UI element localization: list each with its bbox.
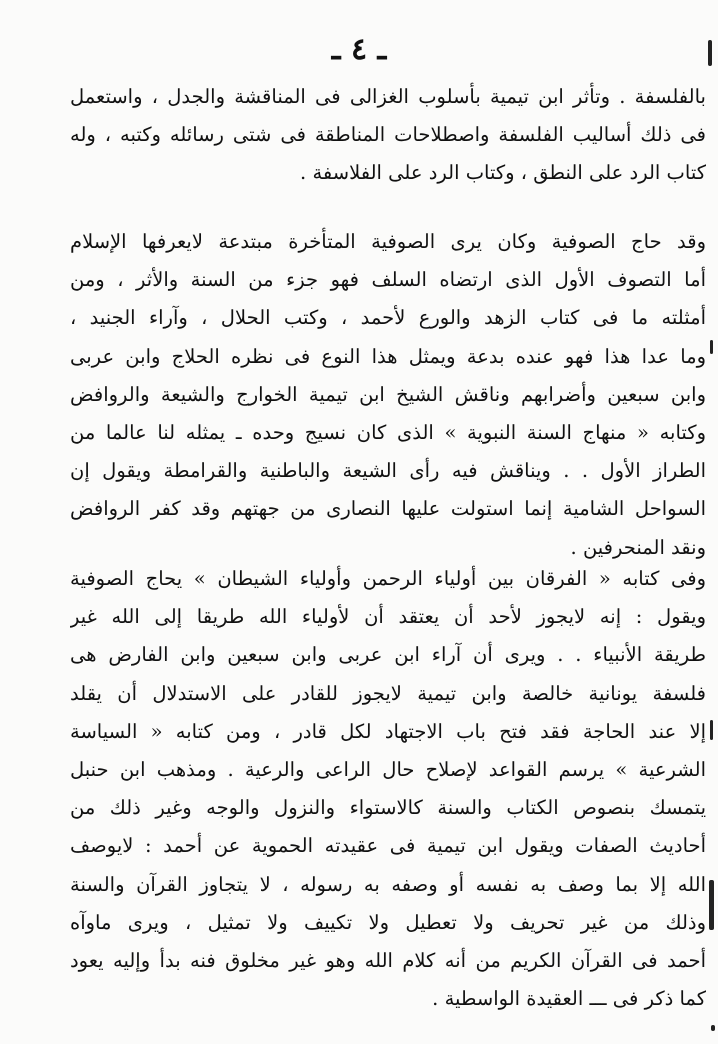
page-number: ـ ٤ ـ — [331, 32, 387, 67]
text-line: وما عدا هذا فهو عنده بدعة ويمثل هذا النوع فى نظره الحلاج وابن عربى — [70, 344, 706, 368]
paragraph-3 — [70, 560, 706, 1018]
scan-edge-mark — [708, 40, 712, 66]
text-line: الله إلا بما وصف به نفسه أو وصفه به رسوله ، لا يتجاوز القرآن والسنة — [70, 872, 706, 896]
text-line: وذلك من غير تحريف ولا تعطيل ولا تكييف ولا تمثيل ، ويرى ماوآه — [70, 910, 706, 934]
text-line: كتاب الرد على النطق ، وكتاب الرد على الفلاسفة . — [300, 161, 706, 185]
text-line: فلسفة يونانية خالصة وابن تيمية لايجوز للقادر على الاستدلال أن يقلد — [70, 681, 706, 705]
text-line: وابن سبعين وأضرابهم وناقش الشيخ ابن تيمية الخوارج والشيعة والروافض — [70, 382, 706, 406]
scan-edge-mark — [709, 880, 714, 930]
text-line: فى ذلك أساليب الفلسفة واصطلاحات المناطقة فى شتى رسائله وكتبه ، وله — [70, 123, 706, 147]
text-line: طريقة الأنبياء . . ويرى أن آراء ابن عربى وابن سبعين وابن الفارض هى — [70, 643, 706, 667]
text-line: الطراز الأول . . ويناقش فيه رأى الشيعة والباطنية والقرامطة ويقول إن — [70, 459, 706, 483]
text-line: السواحل الشامية إنما استولت عليها النصارى من جهتهم وقد كفر الروافض — [70, 497, 706, 521]
text-line: وقد حاج الصوفية وكان يرى الصوفية المتأخرة مبتدعة لايعرفها الإسلام — [70, 230, 706, 253]
text-line: بالفلسفة . وتأثر ابن تيمية بأسلوب الغزالى فى المناقشة والجدل ، واستعمل — [70, 85, 706, 108]
text-line: أمثلته ما فى كتاب الزهد والورع لأحمد ، وكتب الحلال ، وآراء الجنيد ، — [70, 306, 706, 330]
scan-edge-mark — [710, 340, 713, 354]
text-line: أحمد فى القرآن الكريم من أنه كلام الله وهو غير مخلوق فنه بدأ وإليه يعود — [70, 948, 706, 972]
text-line: أما التصوف الأول الذى ارتضاه السلف فهو جزء من السنة والأثر ، ومن — [70, 268, 706, 292]
text-line: يتمسك بنصوص الكتاب والسنة كالاستواء والنزول والوجه وغير ذلك من — [70, 796, 706, 820]
text-line: ويقول : إنه لايجوز لأحد أن يعتقد أن لأولياء الله طريقا إلى الله غير — [70, 605, 706, 629]
text-line: الشرعية » يرسم القواعد لإصلاح حال الراعى والرعية . ومذهب ابن حنبل — [70, 757, 706, 781]
scan-edge-mark — [711, 1025, 715, 1031]
text-line: ونقد المنحرفين . — [570, 535, 706, 559]
scan-edge-mark — [710, 720, 713, 740]
text-line: أحاديث الصفات ويقول ابن تيمية فى عقيدته الحموية عن أحمد : لايوصف — [70, 834, 706, 858]
paragraph-2 — [70, 223, 706, 567]
text-line: إلا عند الحاجة فقد فتح باب الاجتهاد لكل قادر ، ومن كتابه « السياسة — [70, 719, 706, 743]
paragraph-1 — [70, 78, 706, 193]
text-line: وكتابه « منهاج السنة النبوية » الذى كان نسيج وحده ـ يمثله لنا عالما من — [70, 420, 706, 444]
text-line: كما ذكر فى ـــ العقيدة الواسطية . — [432, 987, 706, 1011]
text-line: وفى كتابه « الفرقان بين أولياء الرحمن وأولياء الشيطان » يحاج الصوفية — [70, 567, 706, 590]
